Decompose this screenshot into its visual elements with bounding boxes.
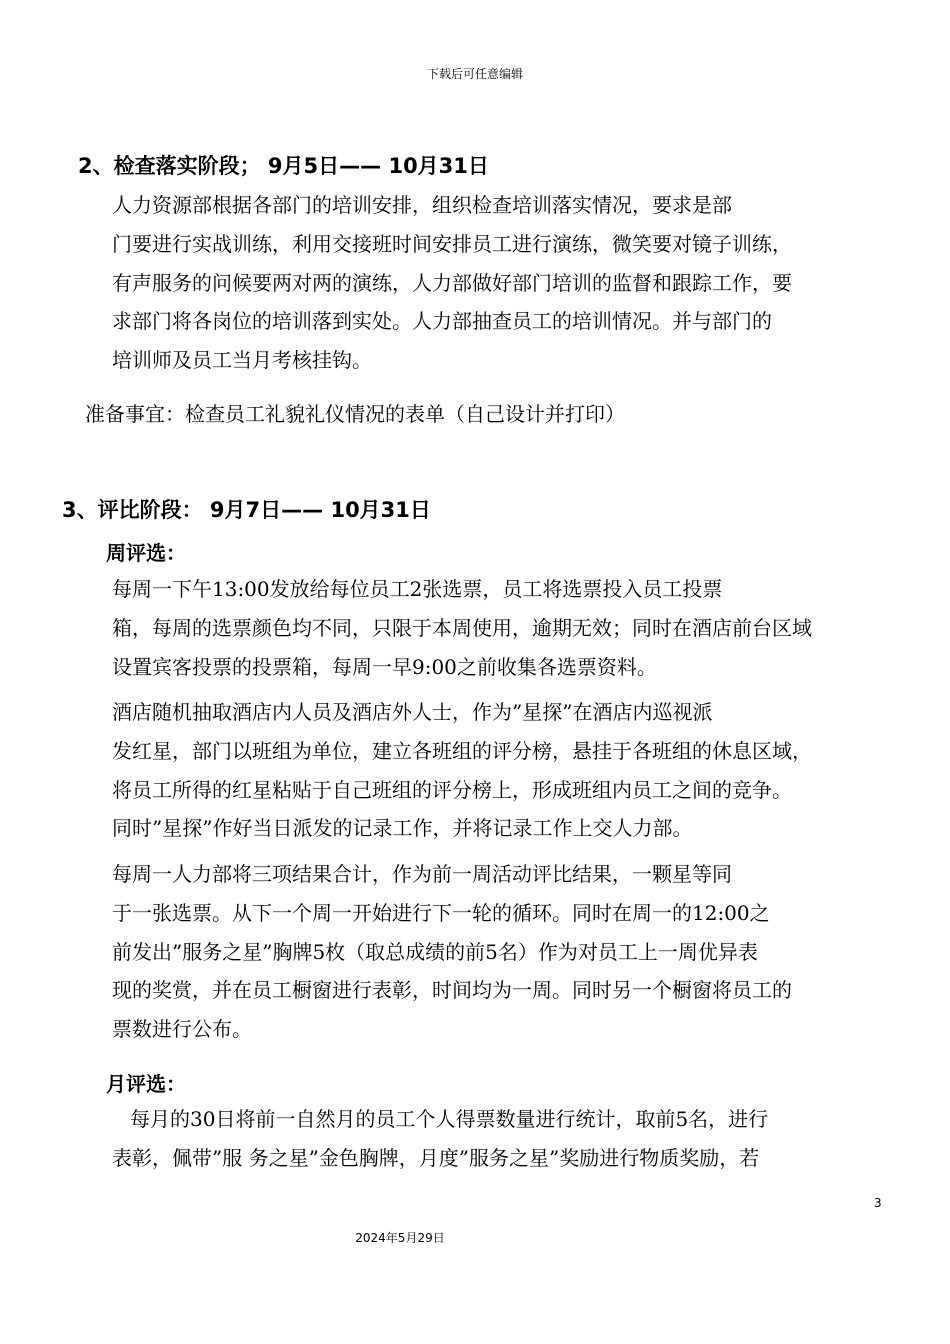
paragraph-line: 发红星，部门以班组为单位，建立各班组的评分榜，悬挂于各班组的休息区域， [112,738,812,763]
paragraph-line: 票数进行公布。 [112,1017,252,1042]
section3-heading: 3、评比阶段： 9月7日—— 10月31日 [62,498,431,522]
paragraph-line: 设置宾客投票的投票箱，每周一早9:00之前收集各选票资料。 [112,654,657,679]
section2-paragraph [112,186,792,380]
paragraph-line: 将员工所得的红星粘贴于自己班组的评分榜上，形成班组内员工之间的竞争。 [112,777,792,802]
paragraph-line: 每周一下午13:00发放给每位员工2张选票，员工将选票投入员工投票 [112,577,723,601]
paragraph-line: 同时”星探”作好当日派发的记录工作，并将记录工作上交人力部。 [112,816,693,841]
weekly-paragraph-3 [112,855,792,1049]
footer-date: 2024年5月29日 [355,1231,445,1245]
section2-heading: 2、检查落实阶段； 9月5日—— 10月31日 [78,154,489,178]
paragraph-line: 求部门将各岗位的培训落到实处。人力部抽查员工的培训情况。并与部门的 [112,309,772,334]
header-note: 下载后可任意编辑 [426,67,523,81]
weekly-paragraph-2 [112,693,812,848]
paragraph-line: 培训师及员工当月考核挂钩。 [112,348,372,373]
paragraph-line: 表彰，佩带”服 务之星”金色胸牌，月度”服务之星”奖励进行物质奖励，若 [112,1145,760,1170]
paragraph-line: 现的奖赏，并在员工橱窗进行表彰，时间均为一周。同时另一个橱窗将员工的 [112,978,792,1003]
monthly-paragraph-1 [112,1100,769,1178]
paragraph-line: 每月的30日将前一自然月的员工个人得票数量进行统计，取前5名，进行 [130,1107,769,1131]
paragraph-line: 有声服务的问候要两对两的演练，人力部做好部门培训的监督和跟踪工作，要 [112,270,792,295]
paragraph-line: 于一张选票。从下一个周一开始进行下一轮的循环。同时在周一的12:00之 [112,900,770,925]
paragraph-line: 箱，每周的选票颜色均不同，只限于本周使用，逾期无效；同时在酒店前台区域 [112,615,812,640]
paragraph-line: 前发出”服务之星”胸牌5枚（取总成绩的前5名）作为对员工上一周优异表 [112,939,758,964]
paragraph-line: 酒店随机抽取酒店内人员及酒店外人士，作为”星探”在酒店内巡视派 [112,700,713,724]
paragraph-line: 每周一人力部将三项结果合计，作为前一周活动评比结果，一颗星等同 [112,862,732,886]
monthly-selection-title: 月评选： [106,1072,186,1096]
weekly-selection-title: 周评选： [106,541,186,565]
weekly-paragraph-1 [112,570,812,686]
preparation-note: 准备事宜：检查员工礼貌礼仪情况的表单（自己设计并打印） [85,402,625,426]
paragraph-line: 门要进行实战训练，利用交接班时间安排员工进行演练，微笑要对镜子训练， [112,231,792,256]
paragraph-line: 人力资源部根据各部门的培训安排，组织检查培训落实情况，要求是部 [112,193,732,217]
page-number: 3 [874,1196,882,1210]
